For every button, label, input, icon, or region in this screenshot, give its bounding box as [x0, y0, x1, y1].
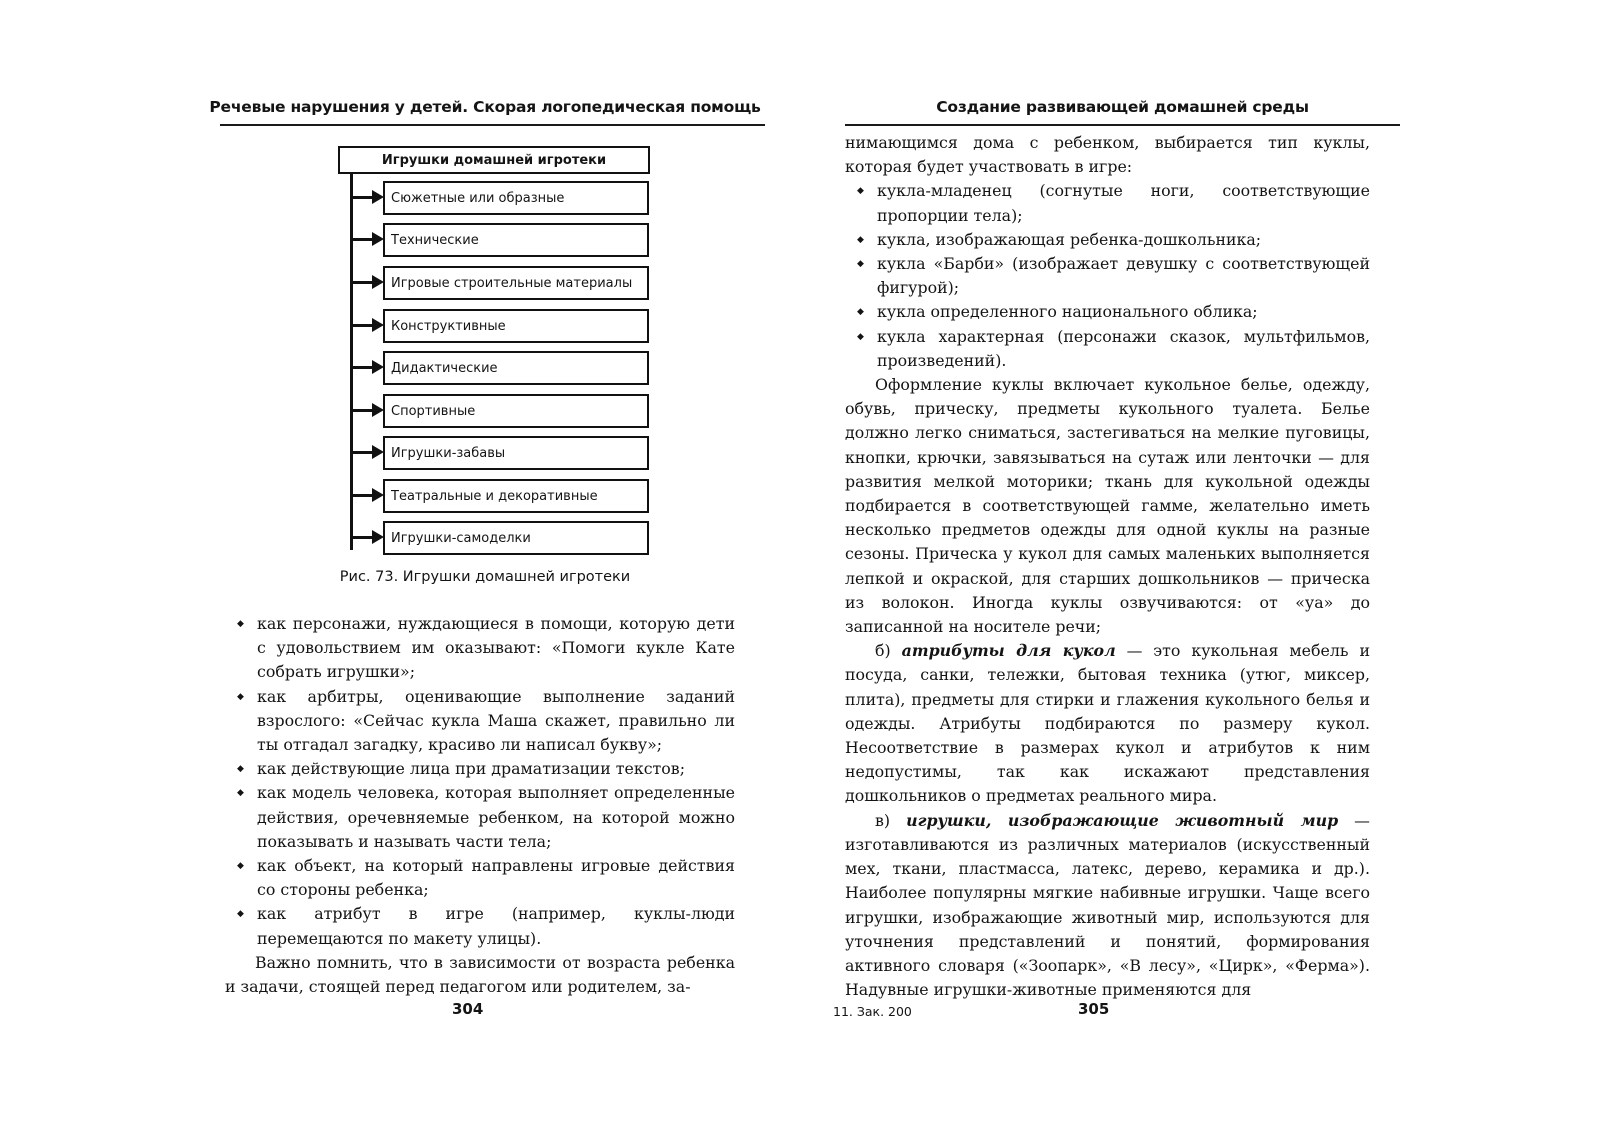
diagram-row — [350, 309, 650, 343]
list-item: ◆ кукла «Барби» (изображает девушку с соответствующей фигурой); — [845, 252, 1370, 300]
figure-caption: Рис. 73. Игрушки домашней игротеки — [339, 569, 631, 585]
term: атрибуты для кукол — [901, 641, 1116, 661]
doll-types-list — [845, 179, 1370, 373]
list-item: ◆ как объект, на который направлены игровые действия со стороны ребенка; — [225, 854, 735, 902]
paragraph: Оформление куклы включает кукольное белье, одежду, обувь, прическу, предметы кукольного туалета. Белье должно легко сниматься, застегиваться на мелкие пуговицы, кнопки, крючки, завязываться на сутаж или ленточки — для развития мелкой моторики; ткань для кукольной одежды подбирается в соответствующей гамме, желательно иметь несколько предметов одежды для одной куклы на разные сезоны. Прическа у кукол для самых маленьких выполняется лепкой и окраской, для старших дошкольников — прическа из волокон. Иногда куклы озвучиваются: от «уа» до записанной на носителе речи; — [845, 375, 1370, 637]
paragraph — [845, 809, 1370, 1003]
diagram-row — [350, 436, 650, 470]
paragraph: Важно помнить, что в зависимости от возраста ребенка и задачи, стоящей перед педагогом или родителем, за- — [225, 952, 735, 997]
diagram-item-box: Игровые строительные материалы — [383, 266, 649, 300]
list-item: ◆ как арбитры, оценивающие выполнение заданий взрослого: «Сейчас кукла Маша скажет, правильно ли ты отгадал загадку, красиво ли написал букву»; — [225, 685, 735, 758]
list-item: ◆ кукла-младенец (согнутые ноги, соответствующие пропорции тела); — [845, 179, 1370, 227]
doll-roles-list — [225, 612, 735, 951]
term: игрушки, изображающие животный мир — [906, 810, 1339, 830]
toy-classification-diagram — [205, 0, 765, 600]
diagram-row — [350, 223, 650, 257]
paragraph: нимающимся дома с ребенком, выбирается тип куклы, которая будет участвовать в игре: — [845, 133, 1370, 177]
item-label: в) — [875, 810, 891, 830]
diagram-item-box: Дидактические — [383, 351, 649, 385]
diagram-row — [350, 351, 650, 385]
list-item: ◆ как модель человека, которая выполняет определенные действия, оречевняемые ребенком, на которой можно показывать и называть части тела; — [225, 781, 735, 854]
diagram-row — [350, 266, 650, 300]
page-number: 305 — [1078, 1000, 1110, 1018]
diagram-item-box: Игрушки-забавы — [383, 436, 649, 470]
page-number: 304 — [452, 1000, 484, 1018]
list-item: ◆ как персонажи, нуждающиеся в помощи, которую дети с удовольствием им оказывают: «Помоги кукле Кате собрать игрушки»; — [225, 612, 735, 685]
list-item: ◆ как атрибут в игре (например, куклы-люди перемещаются по макету улицы). — [225, 902, 735, 950]
diagram-item-box: Технические — [383, 223, 649, 257]
paragraph-text: — изготавливаются из различных материалов (искусственный мех, ткани, пластмасса, латекс, дерево, керамика и др.). Наиболее популярны мягкие набивные игрушки. Чаще всего игрушки, изображающие животный мир, используются для уточнения представлений и понятий, формирования активного словаря («Зоопарк», «В лесу», «Цирк», «Ферма»). Надувные игрушки-животные применяются для — [845, 810, 1370, 1000]
list-item: ◆ кукла, изображающая ребенка-дошкольника; — [845, 228, 1370, 252]
diagram-item-box: Театральные и декоративные — [383, 479, 649, 513]
diagram-item-box: Игрушки-самоделки — [383, 521, 649, 555]
paragraph — [845, 639, 1370, 808]
printer-note: 11. Зак. 200 — [833, 1004, 912, 1019]
right-body-text — [845, 131, 1370, 1002]
list-item: ◆ кукла характерная (персонажи сказок, мультфильмов, произведений). — [845, 325, 1370, 373]
list-item: ◆ кукла определенного национального облика; — [845, 300, 1370, 324]
header-rule — [845, 124, 1400, 126]
running-head: Речевые нарушения у детей. Скорая логопедическая помощь — [209, 98, 761, 116]
paragraph-text: — это кукольная мебель и посуда, санки, тележки, бытовая техника (утюг, миксер, плита), предметы для стирки и глажения кукольного белья и одежды. Атрибуты подбираются по размеру кукол. Несоответствие в размерах кукол и атрибутов к ним недопустимы, так как искажают представления дошкольников о предметах реального мира. — [845, 641, 1370, 806]
diagram-row — [350, 181, 650, 215]
diagram-item-box: Спортивные — [383, 394, 649, 428]
list-item: ◆ как действующие лица при драматизации текстов; — [225, 757, 735, 781]
running-head: Создание развивающей домашней среды — [936, 98, 1309, 116]
left-body-text — [225, 612, 735, 999]
diagram-root-box: Игрушки домашней игротеки — [338, 146, 650, 174]
diagram-row — [350, 521, 650, 555]
diagram-row — [350, 394, 650, 428]
diagram-item-box: Конструктивные — [383, 309, 649, 343]
item-label: б) — [875, 641, 891, 661]
diagram-item-box: Сюжетные или образные — [383, 181, 649, 215]
diagram-row — [350, 479, 650, 513]
